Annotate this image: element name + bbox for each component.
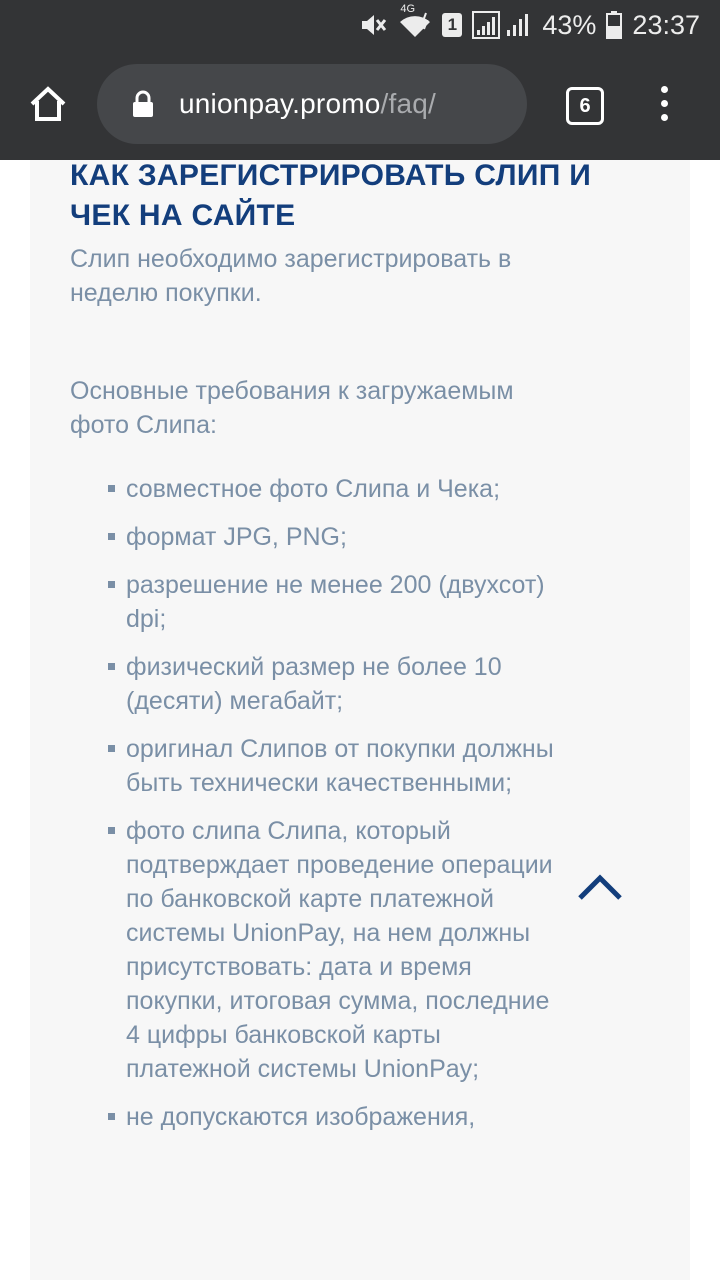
list-item: [70, 650, 570, 718]
faq-card: [30, 160, 690, 1280]
bullet: [108, 745, 115, 752]
chevron-up-icon[interactable]: [576, 870, 624, 904]
address-bar[interactable]: [97, 64, 527, 144]
lock-icon: [131, 89, 155, 119]
url-domain: unionpay.promo: [179, 88, 381, 119]
list-item-text: физический размер не более 10 (десяти) мегабайт;: [126, 653, 502, 715]
status-icons: [360, 3, 700, 44]
faq-heading: КАК ЗАРЕГИСТРИРОВАТЬ СЛИП И ЧЕК НА САЙТЕ: [70, 160, 592, 232]
browser-toolbar: [0, 50, 720, 160]
list-item: [70, 1100, 570, 1134]
page-content: [0, 160, 720, 1280]
requirements-list: [70, 472, 570, 1148]
status-bar: [0, 0, 720, 50]
home-icon[interactable]: [28, 84, 68, 124]
signal-icon: [472, 11, 532, 39]
wifi-icon: [398, 3, 432, 39]
list-item: [70, 814, 570, 1086]
clock: 23:37: [632, 9, 700, 40]
list-item: [70, 732, 570, 800]
paragraph-slip-registration: Слип необходимо зарегистрировать в неделю покупки.: [70, 245, 512, 307]
bullet: [108, 827, 115, 834]
list-item-text: совместное фото Слипа и Чека;: [126, 475, 501, 503]
list-item-text: оригинал Слипов от покупки должны быть технически качественными;: [126, 735, 554, 797]
network-type: 4G: [400, 3, 416, 15]
list-item: [70, 472, 570, 506]
list-item-text: разрешение не менее 200 (двухсот) dpi;: [126, 571, 545, 633]
sim-card-icon: 1: [442, 13, 462, 37]
bullet: [108, 533, 115, 540]
menu-icon[interactable]: [654, 86, 674, 124]
battery-percent: 43%: [542, 9, 597, 40]
bullet: [108, 485, 115, 492]
list-item-text: формат JPG, PNG;: [126, 523, 347, 551]
tabs-icon[interactable]: 6: [566, 87, 604, 125]
paragraph-requirements-intro: Основные требования к загружаемым фото Слипа:: [70, 377, 514, 439]
url-text[interactable]: [179, 88, 436, 120]
bullet: [108, 1113, 115, 1120]
bullet: [108, 663, 115, 670]
battery-icon: [606, 11, 622, 39]
list-item: [70, 520, 570, 554]
list-item-text: фото слипа Слипа, который подтверждает проведение операции по банковской карте платежной системы UnionPay, на нем должны присутствовать: дата и время покупки, итоговая сумма, последние 4 цифры банковской карты платежной системы UnionPay;: [126, 817, 553, 1083]
url-path: /faq/: [380, 88, 437, 119]
list-item-text: не допускаются изображения,: [126, 1103, 476, 1131]
bullet: [108, 581, 115, 588]
list-item: [70, 568, 570, 636]
mute-icon: [360, 12, 388, 38]
